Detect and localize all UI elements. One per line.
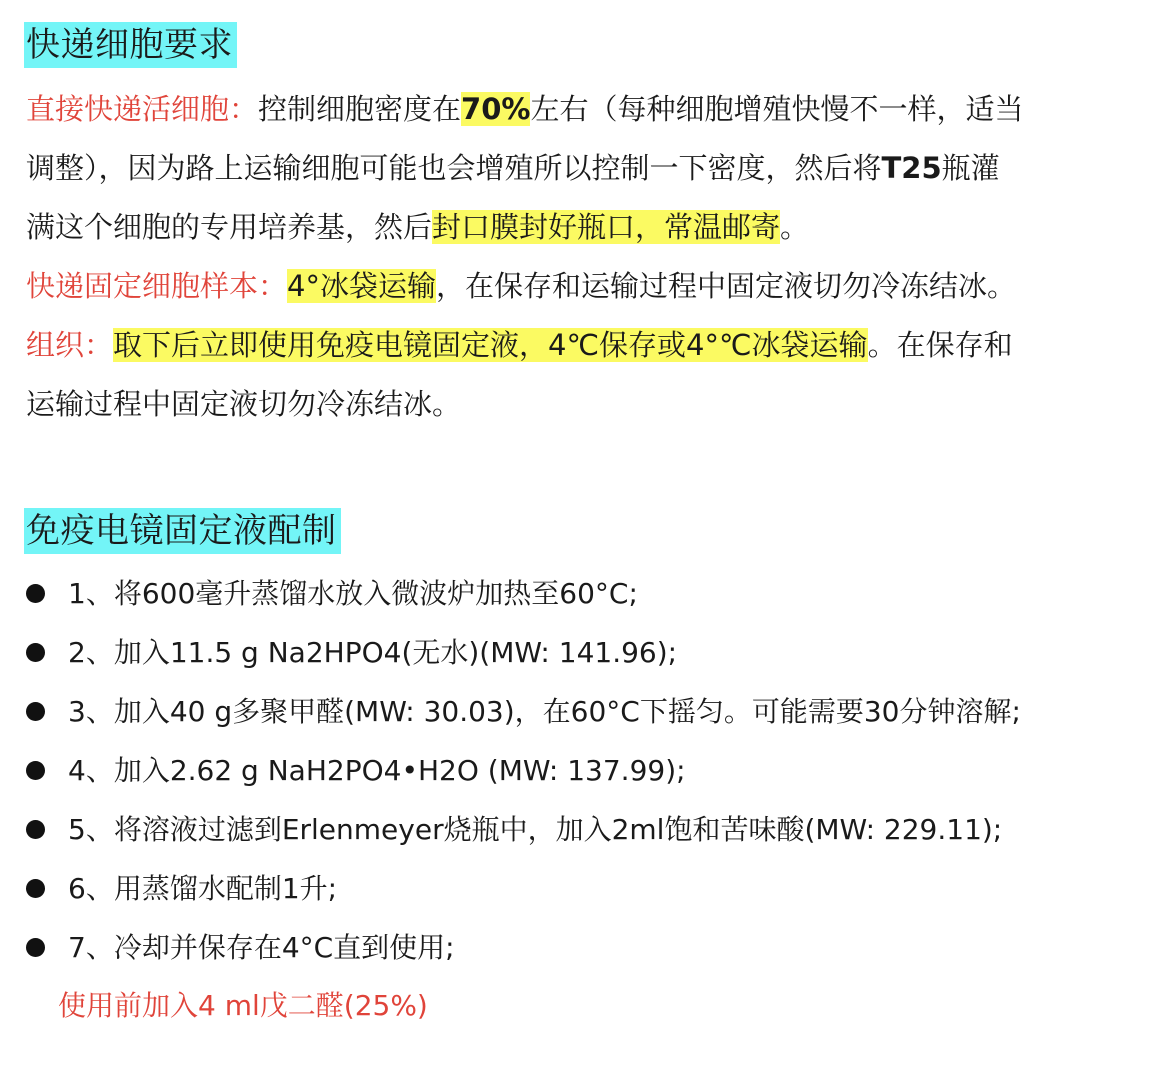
step-6 [24, 859, 1144, 918]
tissue-line-1 [26, 316, 1138, 375]
live-cells-label: 直接快递活细胞： [26, 92, 259, 126]
tissue-text-b: 运输过程中固定液切勿冷冻结冰。 [26, 387, 462, 421]
live-cells-text-3a: 满这个细胞的专用培养基，然后 [26, 210, 433, 244]
step-text: 1、将600毫升蒸馏水放入微波炉加热至60°C; [68, 577, 638, 610]
live-cells-text-2a: 调整），因为路上运输细胞可能也会增殖所以控制一下密度，然后将 [26, 151, 882, 185]
live-cells-text-2b: 瓶灌 [941, 151, 1000, 185]
step-text: 4、加入2.62 g NaH2PO4•H2O (MW: 137.99); [68, 754, 686, 787]
paragraph-fixed-cells [26, 257, 1138, 316]
step-3 [24, 682, 1144, 741]
paragraph-live-cells [26, 80, 1138, 257]
density-highlight: 70% [461, 92, 531, 126]
ice-pack-highlight: 4°冰袋运输 [287, 269, 436, 303]
tissue-label: 组织： [26, 328, 114, 362]
step-text: 5、将溶液过滤到Erlenmeyer烧瓶中，加入2ml饱和苦味酸(MW: 229.11); [68, 813, 1003, 846]
flask-type: T25 [881, 151, 942, 185]
bullet-icon [26, 820, 45, 839]
tissue-text-a: 。在保存和 [867, 328, 1013, 362]
step-text: 2、加入11.5 g Na2HPO4(无水)(MW: 141.96); [68, 636, 678, 669]
bullet-icon [26, 879, 45, 898]
live-cells-line-3 [26, 198, 1138, 257]
live-cells-text-3b: 。 [780, 210, 810, 244]
fixed-cells-label: 快递固定细胞样本： [26, 269, 288, 303]
live-cells-line-1 [26, 80, 1138, 139]
live-cells-text-1a: 控制细胞密度在 [258, 92, 462, 126]
bullet-icon [26, 702, 45, 721]
section-title-shipping: 快递细胞要求 [24, 22, 237, 68]
tissue-line-2 [26, 375, 1138, 434]
step-text: 6、用蒸馏水配制1升; [68, 872, 338, 905]
live-cells-line-2 [26, 139, 1138, 198]
fixed-cells-line [26, 257, 1138, 316]
bullet-icon [26, 643, 45, 662]
glutaraldehyde-note: 使用前加入4 ml戊二醛(25%) [58, 989, 428, 1022]
fixed-cells-text: ，在保存和运输过程中固定液切勿冷冻结冰。 [435, 269, 1016, 303]
live-cells-text-1b: 左右（每种细胞增殖快慢不一样，适当 [530, 92, 1024, 126]
step-4 [24, 741, 1144, 800]
paragraph-tissue [26, 316, 1138, 434]
step-2 [24, 623, 1144, 682]
step-5 [24, 800, 1144, 859]
fixative-steps-list [24, 564, 1144, 977]
section-title-fixative: 免疫电镜固定液配制 [24, 508, 341, 554]
step-1 [24, 564, 1144, 623]
bullet-icon [26, 938, 45, 957]
bullet-icon [26, 584, 45, 603]
step-text: 7、冷却并保存在4°C直到使用; [68, 931, 455, 964]
step-7 [24, 918, 1144, 977]
step-text: 3、加入40 g多聚甲醛(MW: 30.03)，在60°C下摇匀。可能需要30分钟溶解; [68, 695, 1021, 728]
bullet-icon [26, 761, 45, 780]
seal-highlight: 封口膜封好瓶口，常温邮寄 [432, 210, 781, 244]
tissue-highlight: 取下后立即使用免疫电镜固定液，4℃保存或4°℃冰袋运输 [113, 328, 868, 362]
